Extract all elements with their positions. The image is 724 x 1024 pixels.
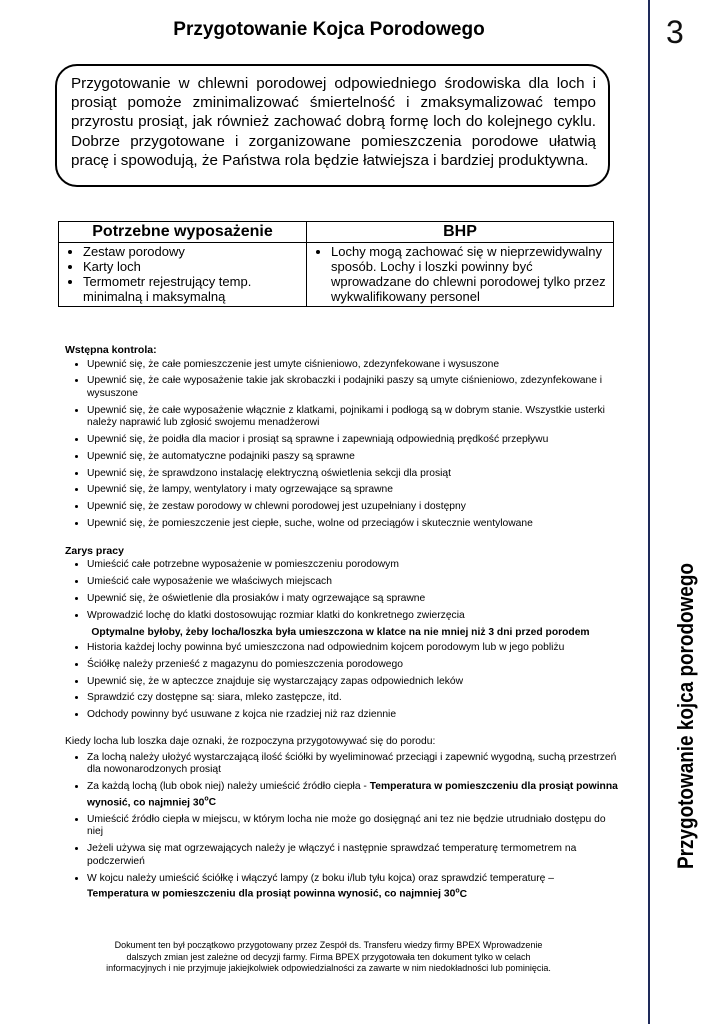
degree-mark: o <box>204 795 209 803</box>
list-item: • Ściółkę należy przenieść z magazynu do pomieszczenia porodowego <box>87 659 618 672</box>
margin-rule <box>648 0 650 1024</box>
work-outline-heading: Zarys pracy <box>65 544 124 557</box>
bhp-cell <box>307 243 614 307</box>
list-item: • Upewnić się, że zestaw porodowy w chlewni porodowej jest uzupełniany i dostępny <box>87 501 618 514</box>
temperature-requirement: Temperatura w pomieszczeniu dla prosiąt powinna wynosić, co najmniej 30 <box>87 888 456 900</box>
content <box>63 344 618 905</box>
work-outline-list-2 <box>63 642 618 722</box>
item-text: W kojcu należy umieścić ściółkę i włączyć lampy (z boku i/lub tyłu kojca) oraz sprawdzić temperaturę – <box>87 872 554 884</box>
list-item: • Za lochą należy ułożyć wystarczającą ilość ściółki by wyeliminować przeciągi i zapewnić wygodną, suchą przestrzeń dla nowonarodzonych prosiąt <box>87 752 618 777</box>
page-number: 3 <box>666 14 684 50</box>
list-item: • Umieścić źródło ciepła w miejscu, w którym locha nie może go dosięgnąć ani tez nie będzie utrudniało dostępu do niej <box>87 814 618 839</box>
page-title: Przygotowanie Kojca Porodowego <box>173 19 485 40</box>
degree-mark: o <box>455 887 460 895</box>
list-item: • Historia każdej lochy powinna być umieszczona nad odpowiednim kojcem porodowym lub w jego pobliżu <box>87 642 618 655</box>
list-item: • Upewnić się, że całe wyposażenie takie jak skrobaczki i podajniki paszy są umyte ciśnieniowo, zdezynfekowane i wysuszone <box>87 375 618 400</box>
celsius-unit: C <box>208 797 217 809</box>
list-item: • Upewnić się, że poidła dla macior i prosiąt są sprawne i zapewniają odpowiednią prędkość przepływu <box>87 434 618 447</box>
footer-disclaimer: Dokument ten był początkowo przygotowany przez Zespół ds. Transferu wiedzy firmy BPEX Wprowadzenie dalszych zmian jest zależne od decyzji farmy. Firma BPEX przygotowała ten dokument tylko w celach informacyjnych i nie przyjmuje jakiejkolwiek odpowiedzialności za zawarte w nim niedokładności lub pominięcia. <box>106 940 551 973</box>
temperature-requirement: Temperatura w pomieszczeniu dla prosiąt powinna wynosić, co najmniej 30 <box>87 781 618 809</box>
side-title: Przygotowanie kojca porodowego <box>673 563 698 869</box>
optimal-note: Optymalne byłoby, żeby locha/loszka była umieszczona w klatce na nie mniej niż 3 dni przed porodem <box>91 626 590 638</box>
work-outline-list <box>63 559 618 622</box>
list-item <box>87 873 618 902</box>
equipment-cell <box>59 243 307 307</box>
list-item: • Upewnić się, że oświetlenie dla prosiaków i maty ogrzewające są sprawne <box>87 593 618 606</box>
celsius-unit: C <box>459 888 468 900</box>
intro-box <box>55 64 610 187</box>
list-item: • Umieścić całe wyposażenie we właściwych miejscach <box>87 576 618 589</box>
initial-check-heading: Wstępna kontrola: <box>65 344 157 356</box>
list-item: • Upewnić się, że całe wyposażenie włącznie z klatkami, pojnikami i podłogą są w dobrym stanie. Wszystkie usterki należy naprawić lub zgłosić swojemu menadżerowi <box>87 405 618 430</box>
list-item: • Sprawdzić czy dostępne są: siara, mleko zastępcze, itd. <box>87 692 618 705</box>
list-item: • Upewnić się, że całe pomieszczenie jest umyte ciśnieniowo, zdezynfekowane i wysuszone <box>87 359 618 372</box>
list-item: • Wprowadzić lochę do klatki dostosowując rozmiar klatki do konkretnego zwierzęcia <box>87 610 618 623</box>
list-item: • Upewnić się, że w apteczce znajduje się wystarczający zapas odpowiednich leków <box>87 676 618 689</box>
list-item <box>87 781 618 810</box>
initial-check-list <box>63 359 618 531</box>
farrowing-intro: Kiedy locha lub loszka daje oznaki, że rozpoczyna przygotowywać się do porodu: <box>65 736 436 748</box>
equipment-item: • Termometr rejestrujący temp. minimalną i maksymalną <box>83 274 302 304</box>
list-item: • Jeżeli używa się mat ogrzewających należy je włączyć i następnie sprawdzać temperaturę termometrem na podczerwień <box>87 843 618 868</box>
item-text: Za każdą lochą (lub obok niej) należy umieścić źródło ciepła - <box>87 781 370 792</box>
bhp-item: • Lochy mogą zachować się w nieprzewidywalny sposób. Lochy i loszki powinny być wprowadzane do chlewni porodowej tylko przez wykwalifikowany personel <box>331 244 609 304</box>
bhp-header: BHP <box>307 222 614 243</box>
list-item: • Upewnić się, że lampy, wentylatory i maty ogrzewające są sprawne <box>87 484 618 497</box>
intro-text: Przygotowanie w chlewni porodowej odpowiedniego środowiska dla loch i prosiąt pomoże zminimalizować śmiertelność i zmaksymalizować tempo przyrostu prosiąt, jak również zachować dobrą formę loch do kolejnego cyklu. Dobrze przygotowane i zorganizowane pomieszczenia porodowe ułatwią pracę i spowodują, że Państwa rola będzie łatwiejsza i bardziej produktywna. <box>71 75 596 169</box>
requirements-table <box>58 221 614 307</box>
list-item: • Odchody powinny być usuwane z kojca nie rzadziej niż raz dziennie <box>87 709 618 722</box>
list-item: • Upewnić się, że pomieszczenie jest ciepłe, suche, wolne od przeciągów i skutecznie wentylowane <box>87 518 618 531</box>
farrowing-list <box>63 752 618 902</box>
equipment-item: • Karty loch <box>83 259 302 274</box>
equipment-item: • Zestaw porodowy <box>83 244 302 259</box>
list-item: • Upewnić się, że automatyczne podajniki paszy są sprawne <box>87 451 618 464</box>
list-item: • Upewnić się, że sprawdzono instalację elektryczną oświetlenia sekcji dla prosiąt <box>87 468 618 481</box>
equipment-header: Potrzebne wyposażenie <box>59 222 307 243</box>
list-item: • Umieścić całe potrzebne wyposażenie w pomieszczeniu porodowym <box>87 559 618 572</box>
